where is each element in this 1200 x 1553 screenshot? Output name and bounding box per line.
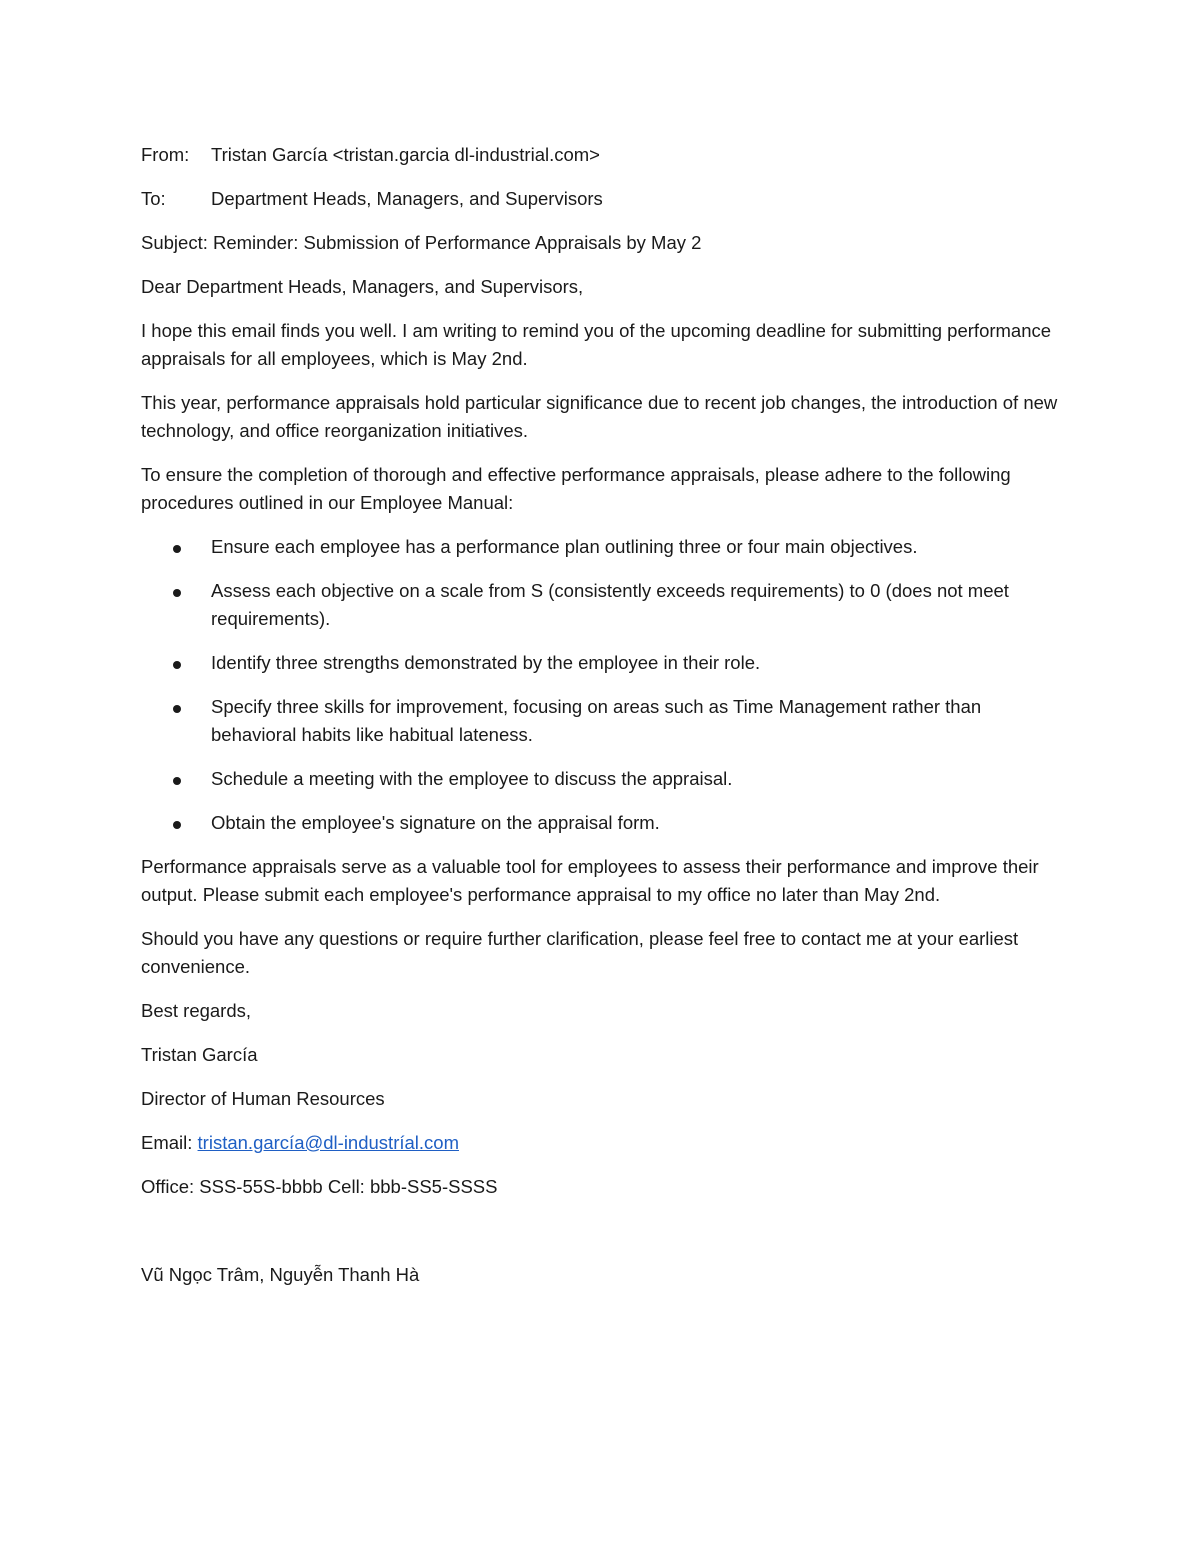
subject-value: Reminder: Submission of Performance Appraisals by May 2 xyxy=(213,232,702,253)
list-item-text: Schedule a meeting with the employee to discuss the appraisal. xyxy=(211,768,733,789)
bullet-icon xyxy=(173,661,181,669)
subject-label: Subject: xyxy=(141,232,208,253)
to-value: Department Heads, Managers, and Supervisors xyxy=(211,188,603,209)
list-item xyxy=(141,533,1061,561)
subject-row xyxy=(141,229,1061,257)
bullet-icon xyxy=(173,705,181,713)
from-label: From: xyxy=(141,144,190,165)
list-item-text: Assess each objective on a scale from S (consistently exceeds requirements) to 0 (does not meet requirements). xyxy=(211,580,1009,629)
bullet-icon xyxy=(173,589,181,597)
list-item xyxy=(141,693,1061,749)
list-item-text: Obtain the employee's signature on the appraisal form. xyxy=(211,812,660,833)
paragraph-value: Performance appraisals serve as a valuable tool for employees to assess their performance and improve their output. Please submit each employee's performance appraisal to my office no later than May 2nd. xyxy=(141,856,1039,905)
email-document xyxy=(141,141,1061,1289)
closing: Best regards, xyxy=(141,1000,252,1021)
signature-email-row xyxy=(141,1129,1061,1157)
to-label: To: xyxy=(141,188,166,209)
list-item xyxy=(141,765,1061,793)
procedures-list xyxy=(141,533,1061,837)
to-row xyxy=(141,185,1061,213)
list-item-text: Specify three skills for improvement, focusing on areas such as Time Management rather than behavioral habits like habitual lateness. xyxy=(211,696,982,745)
from-row xyxy=(141,141,1061,169)
email-link[interactable]: tristan.garcía@dl-industríal.com xyxy=(197,1132,459,1153)
from-value: Tristan García <tristan.garcia dl-industrial.com> xyxy=(211,144,600,165)
bullet-icon xyxy=(173,777,181,785)
paragraph-significance: This year, performance appraisals hold particular significance due to recent job changes, the introduction of new technology, and office reorganization initiatives. xyxy=(141,392,1058,441)
paragraph-questions: Should you have any questions or require further clarification, please feel free to contact me at your earliest convenience. xyxy=(141,928,1019,977)
signature-title: Director of Human Resources xyxy=(141,1088,385,1109)
list-item xyxy=(141,809,1061,837)
email-label: Email: xyxy=(141,1132,198,1153)
signature-name: Tristan García xyxy=(141,1044,258,1065)
bullet-icon xyxy=(173,821,181,829)
authors-footer: Vũ Ngọc Trâm, Nguyễn Thanh Hà xyxy=(141,1264,420,1285)
paragraph-procedures: To ensure the completion of thorough and effective performance appraisals, please adhere to the following procedures outlined in our Employee Manual: xyxy=(141,464,1011,513)
list-item xyxy=(141,577,1061,633)
salutation: Dear Department Heads, Managers, and Supervisors, xyxy=(141,276,584,297)
list-item xyxy=(141,649,1061,677)
bullet-icon xyxy=(173,545,181,553)
signature-phones: Office: SSS-55S-bbbb Cell: bbb-SS5-SSSS xyxy=(141,1176,498,1197)
list-item-text: Identify three strengths demonstrated by the employee in their role. xyxy=(211,652,761,673)
list-item-text: Ensure each employee has a performance plan outlining three or four main objectives. xyxy=(211,536,918,557)
paragraph-intro: I hope this email finds you well. I am writing to remind you of the upcoming deadline for submitting performance appraisals for all employees, which is May 2nd. xyxy=(141,320,1052,369)
